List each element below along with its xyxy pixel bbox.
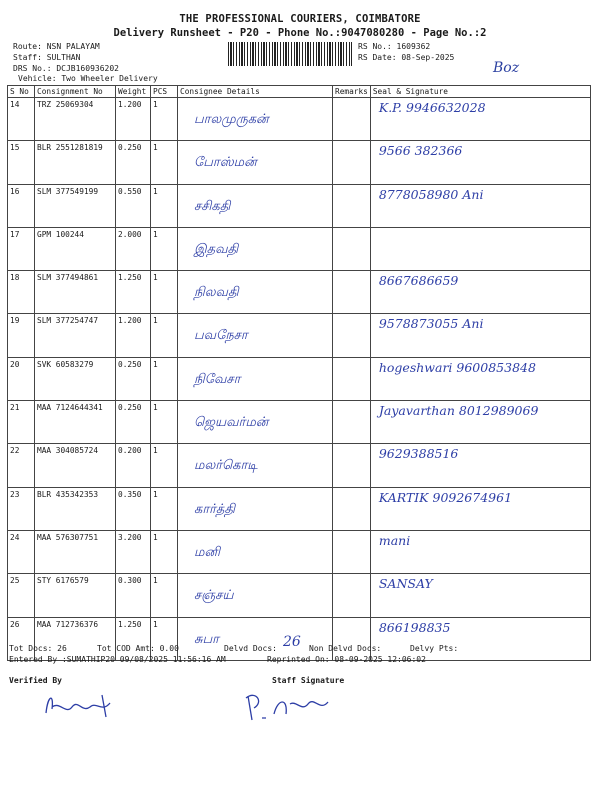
row-seal-signature (370, 530, 590, 573)
col-consignment: Consignment No (35, 86, 116, 98)
row-weight-text: 0.350 (118, 489, 142, 499)
row-pcs (151, 271, 178, 314)
tot-cod: Tot COD Amt: 0.00 (97, 644, 179, 653)
row-consignment-no-text: TRZ 25069304 (37, 100, 94, 109)
entered-by: Entered By :SUMATHIP20 09/08/2025 11:56:16 AM (9, 655, 226, 664)
rs-number: RS No.: 1609362 (358, 42, 431, 51)
col-pcs: PCS (151, 86, 178, 98)
vehicle-text: Vehicle: Two Wheeler Delivery (18, 74, 158, 83)
row-weight-text: 1.250 (118, 619, 142, 629)
row-weight (116, 530, 151, 573)
row-consignment-no-text: SLM 377494861 (37, 273, 99, 283)
row-remarks (333, 184, 371, 227)
row-pcs-text: 1 (153, 403, 158, 413)
row-pcs-text: 1 (153, 316, 158, 326)
staff-signature (242, 684, 352, 726)
row-weight (116, 574, 151, 617)
row-remarks (333, 357, 371, 400)
row-seal-signature-text: 866198835 (378, 619, 451, 635)
row-consignee-details-text: போஸ்மன் (194, 155, 257, 171)
table-row (8, 444, 591, 487)
row-seal-signature-text: mani (378, 532, 411, 548)
row-consignment-no (35, 574, 116, 617)
row-remarks (333, 444, 371, 487)
row-pcs (151, 227, 178, 270)
row-weight (116, 227, 151, 270)
row-sno-text: 21 (10, 403, 20, 413)
row-consignee-details-text: சஞ்சய் (194, 588, 234, 604)
row-pcs (151, 617, 178, 660)
row-seal-signature-text: SANSAY (378, 576, 433, 592)
row-remarks (333, 530, 371, 573)
delvy-pts: Delvy Pts: (410, 644, 459, 653)
route-text: Route: NSN PALAYAM (13, 42, 100, 51)
runsheet-subtitle: Delivery Runsheet - P20 - Phone No.:9047080280 - Page No.:2 (113, 27, 487, 39)
row-seal-signature-text: Jayavarthan 8012989069 (378, 403, 539, 419)
col-sno: S No (8, 86, 35, 98)
row-pcs-text: 1 (153, 143, 158, 153)
row-pcs (151, 401, 178, 444)
row-consignment-no (35, 401, 116, 444)
row-consignment-no-text: MAA 7124644341 (37, 403, 103, 413)
row-seal-signature-text: hogeshwari 9600853848 (378, 359, 536, 375)
row-remarks (333, 98, 371, 141)
row-weight-text: 0.550 (118, 186, 142, 196)
row-seal-signature (370, 444, 590, 487)
row-weight (116, 98, 151, 141)
row-weight-text: 1.250 (118, 273, 142, 283)
row-weight (116, 357, 151, 400)
row-sno (8, 98, 35, 141)
table-body (8, 98, 591, 661)
row-pcs (151, 98, 178, 141)
col-seal: Seal & Signature (370, 86, 590, 98)
table-row (8, 530, 591, 573)
row-sno (8, 184, 35, 227)
row-seal-signature (370, 98, 590, 141)
row-consignment-no (35, 227, 116, 270)
row-sno-text: 18 (10, 273, 20, 283)
col-remarks: Remarks (333, 86, 371, 98)
row-consignee-details-text: பாலமுருகன் (194, 112, 269, 127)
col-weight: Weight (116, 86, 151, 98)
row-consignee-details (178, 227, 333, 270)
row-weight (116, 271, 151, 314)
row-sno (8, 530, 35, 573)
row-consignee-details-text: பவநேசா (194, 328, 248, 344)
staff-signature-label: Staff Signature (272, 676, 345, 685)
row-consignee-details (178, 530, 333, 573)
row-consignee-details-text: கார்த்தி (194, 501, 236, 517)
staff-text: Staff: SULTHAN (13, 53, 81, 62)
delvd-docs: Delvd Docs: (224, 644, 277, 653)
row-consignment-no-text: BLR 2551281819 (37, 143, 103, 153)
row-consignee-details (178, 574, 333, 617)
row-weight (116, 444, 151, 487)
row-weight (116, 617, 151, 660)
row-consignee-details (178, 314, 333, 357)
row-sno-text: 15 (10, 143, 20, 153)
row-consignment-no (35, 141, 116, 184)
row-sno-text: 20 (10, 359, 20, 369)
row-consignee-details-text: மலர்கொடி (194, 458, 258, 474)
row-consignment-no (35, 530, 116, 573)
row-consignment-no-text: SLM 377254747 (37, 316, 99, 326)
row-sno (8, 487, 35, 530)
row-seal-signature-text: 9629388516 (378, 446, 459, 462)
row-consignee-details-text: இதவதி (194, 241, 239, 257)
row-consignment-no-text: MAA 576307751 (37, 532, 99, 542)
row-pcs-text: 1 (153, 229, 158, 239)
row-consignee-details-text: நிலவதி (194, 285, 239, 301)
table-row (8, 98, 591, 141)
row-seal-signature-text: KARTIK 9092674961 (378, 489, 513, 505)
row-remarks (333, 401, 371, 444)
row-weight-text: 3.200 (118, 532, 142, 542)
row-pcs (151, 530, 178, 573)
row-pcs-text: 1 (153, 532, 158, 542)
row-sno-text: 26 (10, 619, 20, 629)
row-weight-text: 1.200 (118, 100, 142, 109)
row-remarks (333, 574, 371, 617)
row-sno (8, 314, 35, 357)
row-sno (8, 401, 35, 444)
row-seal-signature (370, 314, 590, 357)
verified-signature (40, 683, 130, 723)
row-pcs (151, 184, 178, 227)
row-seal-signature (370, 227, 590, 270)
row-weight-text: 0.250 (118, 403, 142, 413)
row-pcs (151, 314, 178, 357)
row-pcs-text: 1 (153, 100, 158, 109)
table-row (8, 141, 591, 184)
row-consignee-details (178, 357, 333, 400)
row-consignee-details-text: ஜெயவர்மன் (194, 415, 269, 431)
row-consignee-details (178, 141, 333, 184)
row-consignment-no-text: SVK 60583279 (37, 359, 94, 369)
row-remarks (333, 617, 371, 660)
table-row (8, 184, 591, 227)
drs-number: DRS No.: DCJB160936202 (13, 64, 119, 73)
row-consignment-no (35, 357, 116, 400)
row-remarks (333, 271, 371, 314)
table-row (8, 401, 591, 444)
non-delvd-docs: Non Delvd Docs: (309, 644, 382, 653)
rs-date: RS Date: 08-Sep-2025 (358, 53, 455, 62)
table-row (8, 271, 591, 314)
row-pcs (151, 444, 178, 487)
row-seal-signature (370, 271, 590, 314)
row-weight-text: 0.200 (118, 446, 142, 456)
delvd-docs-handwritten: 26 (283, 634, 301, 650)
row-consignee-details-text: சுபா (194, 631, 219, 647)
row-seal-signature (370, 357, 590, 400)
row-remarks (333, 227, 371, 270)
row-sno-text: 14 (10, 100, 20, 109)
row-sno (8, 617, 35, 660)
runsheet-table (7, 85, 591, 661)
table-row (8, 574, 591, 617)
row-sno (8, 271, 35, 314)
row-weight-text: 2.000 (118, 229, 142, 239)
row-weight-text: 0.250 (118, 359, 142, 369)
row-consignee-details (178, 271, 333, 314)
row-consignment-no-text: BLR 435342353 (37, 489, 99, 499)
table-row (8, 227, 591, 270)
row-sno-text: 25 (10, 576, 20, 586)
row-sno-text: 24 (10, 532, 20, 542)
row-pcs (151, 574, 178, 617)
row-consignment-no (35, 444, 116, 487)
row-pcs-text: 1 (153, 186, 158, 196)
row-weight (116, 141, 151, 184)
row-consignment-no (35, 617, 116, 660)
row-pcs-text: 1 (153, 446, 158, 456)
row-consignee-details (178, 184, 333, 227)
row-sno (8, 357, 35, 400)
row-sno (8, 227, 35, 270)
row-seal-signature-text: 9566 382366 (378, 143, 463, 159)
row-consignee-details-text: சசிகதி (194, 198, 231, 214)
row-pcs (151, 357, 178, 400)
row-consignment-no-text: GPM 100244 (37, 229, 84, 239)
row-seal-signature (370, 617, 590, 660)
row-weight-text: 0.250 (118, 143, 142, 153)
row-seal-signature-text: K.P. 9946632028 (378, 100, 486, 115)
row-consignment-no (35, 98, 116, 141)
row-consignment-no-text: MAA 304085724 (37, 446, 99, 456)
row-seal-signature (370, 401, 590, 444)
row-sno (8, 574, 35, 617)
row-consignee-details (178, 617, 333, 660)
row-consignment-no (35, 271, 116, 314)
tot-docs: Tot Docs: 26 (9, 644, 67, 653)
row-seal-signature-text: 8667686659 (378, 273, 459, 289)
row-consignee-details (178, 401, 333, 444)
row-weight-text: 1.200 (118, 316, 142, 326)
row-consignment-no-text: MAA 712736376 (37, 619, 99, 629)
row-seal-signature (370, 574, 590, 617)
row-weight (116, 487, 151, 530)
table-row (8, 487, 591, 530)
row-sno-text: 22 (10, 446, 20, 456)
row-consignment-no (35, 184, 116, 227)
row-consignment-no (35, 487, 116, 530)
row-consignee-details-text: நிவேசா (194, 371, 241, 387)
row-consignment-no (35, 314, 116, 357)
row-pcs (151, 141, 178, 184)
row-weight-text: 0.300 (118, 576, 142, 586)
row-weight (116, 401, 151, 444)
row-sno-text: 17 (10, 229, 20, 239)
row-weight (116, 314, 151, 357)
handwritten-box-note: Boz (493, 60, 520, 76)
row-pcs-text: 1 (153, 489, 158, 499)
table-header-row (8, 86, 591, 98)
row-weight (116, 184, 151, 227)
row-consignment-no-text: SLM 377549199 (37, 186, 99, 196)
row-consignment-no-text: STY 6176579 (37, 576, 89, 586)
row-pcs-text: 1 (153, 576, 158, 586)
row-consignee-details (178, 98, 333, 141)
col-consignee: Consignee Details (178, 86, 333, 98)
row-seal-signature-text: 8778058980 Ani (378, 186, 484, 202)
row-pcs-text: 1 (153, 359, 158, 369)
verified-by-label: Verified By (9, 676, 62, 685)
row-sno-text: 19 (10, 316, 20, 326)
row-sno (8, 141, 35, 184)
row-remarks (333, 487, 371, 530)
row-sno-text: 23 (10, 489, 20, 499)
row-consignee-details (178, 487, 333, 530)
table-row (8, 314, 591, 357)
company-title: THE PROFESSIONAL COURIERS, COIMBATORE (179, 13, 421, 25)
table-row (8, 357, 591, 400)
row-remarks (333, 141, 371, 184)
row-sno (8, 444, 35, 487)
row-seal-signature (370, 487, 590, 530)
row-pcs (151, 487, 178, 530)
row-consignee-details-text: மனி (194, 544, 221, 560)
row-remarks (333, 314, 371, 357)
row-seal-signature (370, 184, 590, 227)
row-sno-text: 16 (10, 186, 20, 196)
row-pcs-text: 1 (153, 273, 158, 283)
row-seal-signature-text: 9578873055 Ani (378, 316, 484, 332)
barcode-image (228, 42, 352, 66)
row-seal-signature (370, 141, 590, 184)
row-pcs-text: 1 (153, 619, 158, 629)
reprinted-on: Reprinted On: 08-09-2025 12:06:02 (267, 655, 426, 664)
row-consignee-details (178, 444, 333, 487)
